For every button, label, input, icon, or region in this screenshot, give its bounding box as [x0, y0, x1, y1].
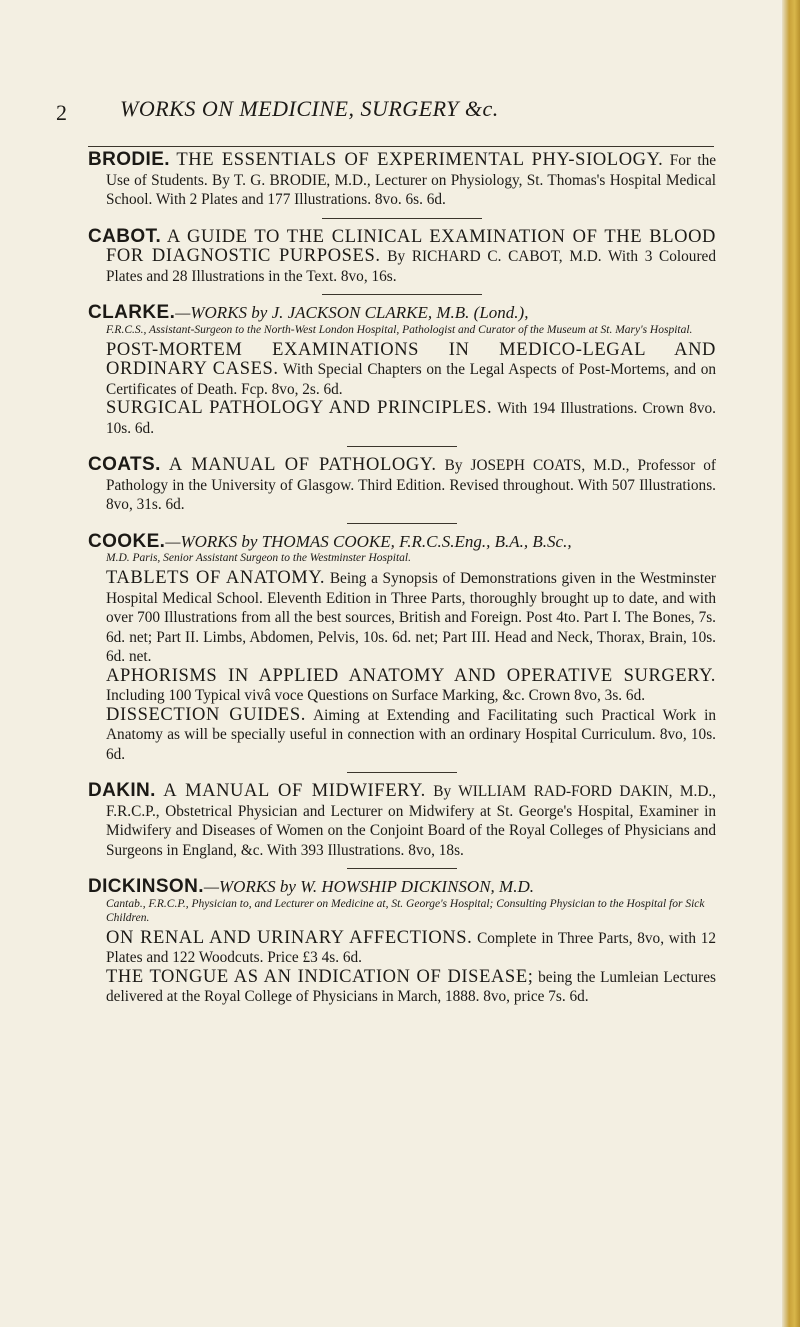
entry-dakin [88, 781, 716, 860]
catalogue-entries [88, 150, 716, 1015]
book-title: APHORISMS IN APPLIED ANATOMY AND OPERATIVE SURGERY. [106, 665, 716, 686]
book-description: By WILLIAM RAD-FORD DAKIN, M.D., F.R.C.P., Obstetrical Physician and Lecturer on Midwifery at St. George's Hospital, Examiner in Midwifery and Diseases of Women on the Conjoint Board of the Royal Colleges of Physicians and Surgeons in England, &c. With 393 Illustrations. 8vo, 18s. [106, 783, 717, 859]
author-credentials: F.R.C.S., Assistant-Surgeon to the North-West London Hospital, Pathologist and Curator of the Museum at St. Mary's Hospital. [106, 323, 693, 336]
author-name: BRODIE. [88, 149, 170, 170]
author-credentials: M.D. Paris, Senior Assistant Surgeon to the Westminster Hospital. [106, 552, 411, 564]
book-title: DISSECTION GUIDES. [106, 704, 306, 725]
entry-divider [347, 772, 457, 773]
author-name: CLARKE. [88, 302, 176, 323]
book-description: By RICHARD C. CABOT, M.D. With 3 Coloured Plates and 28 Illustrations in the Text. 8vo, 16s. [106, 248, 716, 285]
book-title: THE ESSENTIALS OF EXPERIMENTAL PHY-SIOLOGY. [176, 150, 664, 170]
entry-clarke [88, 303, 716, 438]
author-credentials: Cantab., F.R.C.P., Physician to, and Lecturer on Medicine at, St. George's Hospital; Consulting Physician to the Hospital for Sick Children. [106, 897, 705, 924]
book-title: ON RENAL AND URINARY AFFECTIONS. [106, 927, 473, 948]
entry-coats [88, 455, 716, 515]
book-title: SURGICAL PATHOLOGY AND PRINCIPLES. [106, 398, 493, 418]
author-name: DICKINSON. [88, 876, 204, 897]
running-head: WORKS ON MEDICINE, SURGERY &c. [120, 96, 499, 121]
works-heading: —WORKS by THOMAS COOKE, F.R.C.S.Eng., B.A., B.Sc., [165, 531, 572, 551]
page-number: 2 [56, 100, 67, 125]
entry-divider [322, 218, 482, 219]
entry-divider [347, 446, 457, 447]
book-title: THE TONGUE AS AN INDICATION OF DISEASE; [106, 966, 534, 987]
gilt-page-edge [782, 0, 800, 1327]
entry-cabot [88, 227, 716, 287]
book-description: Being a Synopsis of Demonstrations given in the Westminster Hospital Medical School. Eleventh Edition in Three Parts, thoroughly brought up to date, and with over 700 Illustrations from all the best sources, British and Foreign. Post 4to. Part I. The Bones, 7s. 6d. net; Part II. Limbs, Abdomen, Pelvis, 10s. 6d. net; Part III. Head and Neck, Thorax, Brain, 10s. 6d. net. [106, 570, 716, 665]
author-name: DAKIN. [88, 780, 156, 801]
entry-brodie [88, 150, 716, 210]
entry-divider [322, 294, 482, 295]
works-heading: —WORKS by J. JACKSON CLARKE, M.B. (Lond.), [175, 303, 529, 322]
entry-cooke [88, 532, 716, 765]
entry-dickinson [88, 877, 716, 1007]
author-name: COOKE. [88, 530, 166, 552]
book-description: With 194 Illustrations. Crown 8vo. 10s. 6d. [106, 400, 716, 437]
book-description: With Special Chapters on the Legal Aspects of Post-Mortems, and on Certificates of Death. Fcp. 8vo, 2s. 6d. [106, 361, 716, 398]
author-name: COATS. [88, 454, 161, 475]
entry-divider [347, 523, 457, 524]
entry-divider [347, 868, 457, 869]
book-title: A MANUAL OF MIDWIFERY. [163, 781, 426, 801]
author-name: CABOT. [88, 225, 162, 247]
book-description: By JOSEPH COATS, M.D., Professor of Pathology in the University of Glasgow. Third Edition. Revised throughout. With 507 Illustrations. 8vo, 31s. 6d. [106, 457, 717, 513]
book-description: For the Use of Students. By T. G. BRODIE, M.D., Lecturer on Physiology, St. Thomas's Hospital Medical School. With 2 Plates and 177 Illustrations. 8vo. 6s. 6d. [106, 152, 717, 208]
works-heading: —WORKS by W. HOWSHIP DICKINSON, M.D. [203, 877, 534, 896]
header-rule [88, 146, 714, 147]
book-description: Including 100 Typical vivâ voce Questions on Surface Marking, &c. Crown 8vo, 3s. 6d. [106, 687, 646, 704]
book-description: Complete in Three Parts, 8vo, with 12 Plates and 122 Woodcuts. Price £3 4s. 6d. [106, 929, 717, 966]
book-title: POST-MORTEM EXAMINATIONS IN MEDICO-LEGAL AND ORDINARY CASES. [106, 339, 716, 379]
book-title: A GUIDE TO THE CLINICAL EXAMINATION OF THE BLOOD FOR DIAGNOSTIC PURPOSES. [106, 226, 717, 266]
book-description: being the Lumleian Lectures delivered at the Royal College of Physicians in March, 1888. 8vo, price 7s. 6d. [106, 968, 717, 1005]
book-title: TABLETS OF ANATOMY. [106, 568, 326, 588]
book-description: Aiming at Extending and Facilitating such Practical Work in Anatomy as will be specially useful in connection with an ordinary Hospital Curriculum. 8vo, 10s. 6d. [106, 706, 716, 763]
book-title: A MANUAL OF PATHOLOGY. [168, 455, 437, 475]
